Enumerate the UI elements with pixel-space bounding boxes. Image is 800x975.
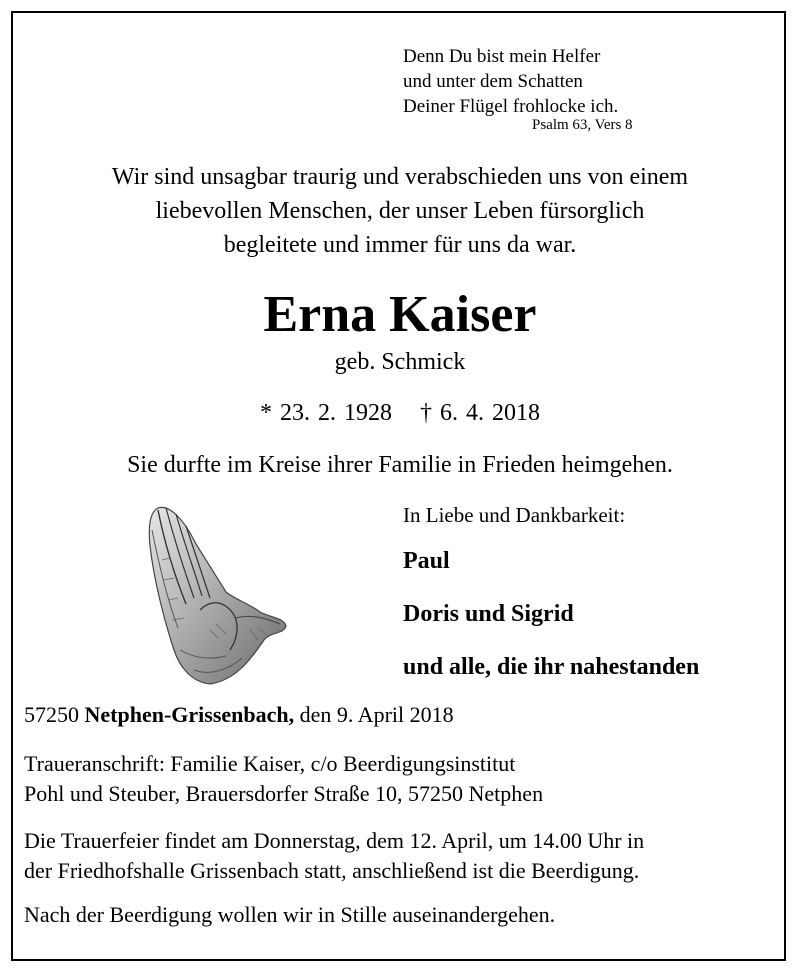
death-date: † 6. 4. 2018 — [420, 400, 540, 426]
place-and-date — [24, 702, 454, 728]
closing-text: Nach der Beerdigung wollen wir in Stille auseinandergehen. — [24, 902, 556, 927]
psalm-verse — [403, 44, 618, 119]
life-dates — [0, 400, 800, 427]
psalm-line: Denn Du bist mein Helfer — [403, 46, 601, 67]
notice-date: den 9. April 2018 — [299, 702, 454, 727]
notice-border — [11, 11, 786, 961]
mourners-intro: In Liebe und Dankbarkeit: — [403, 503, 626, 527]
intro-line: begleitete und immer für uns da war. — [223, 232, 577, 258]
mourner-name: und alle, die ihr nahestanden — [403, 654, 700, 680]
intro-line: liebevollen Menschen, der unser Leben fürsorglich — [155, 198, 645, 224]
funeral-line: der Friedhofshalle Grissenbach statt, anschließend ist die Beerdigung. — [24, 858, 640, 883]
mourner-name: Doris und Sigrid — [403, 601, 574, 627]
address-line: Traueranschrift: Familie Kaiser, c/o Beerdigungsinstitut — [24, 751, 516, 776]
intro-line: Wir sind unsagbar traurig und verabschieden uns von einem — [111, 164, 689, 190]
psalm-line: Deiner Flügel frohlocke ich. — [403, 96, 619, 117]
mourning-address — [24, 749, 543, 809]
postal-code: 57250 — [24, 702, 79, 727]
funeral-details — [24, 826, 644, 886]
praying-hands-icon — [140, 500, 300, 690]
address-line: Pohl und Steuber, Brauersdorfer Straße 10, 57250 Netphen — [24, 781, 544, 806]
funeral-line: Die Trauerfeier findet am Donnerstag, dem 12. April, um 14.00 Uhr in — [24, 828, 645, 853]
psalm-reference: Psalm 63, Vers 8 — [532, 117, 633, 133]
peace-text: Sie durfte im Kreise ihrer Familie in Frieden heimgehen. — [127, 452, 673, 478]
town-name: Netphen-Grissenbach, — [84, 702, 295, 727]
birth-date: * 23. 2. 1928 — [260, 400, 392, 426]
mourner-name: Paul — [403, 548, 450, 574]
deceased-name: Erna Kaiser — [263, 286, 537, 343]
birth-name: geb. Schmick — [334, 349, 466, 375]
intro-text — [0, 160, 800, 262]
psalm-line: und unter dem Schatten — [403, 71, 583, 92]
